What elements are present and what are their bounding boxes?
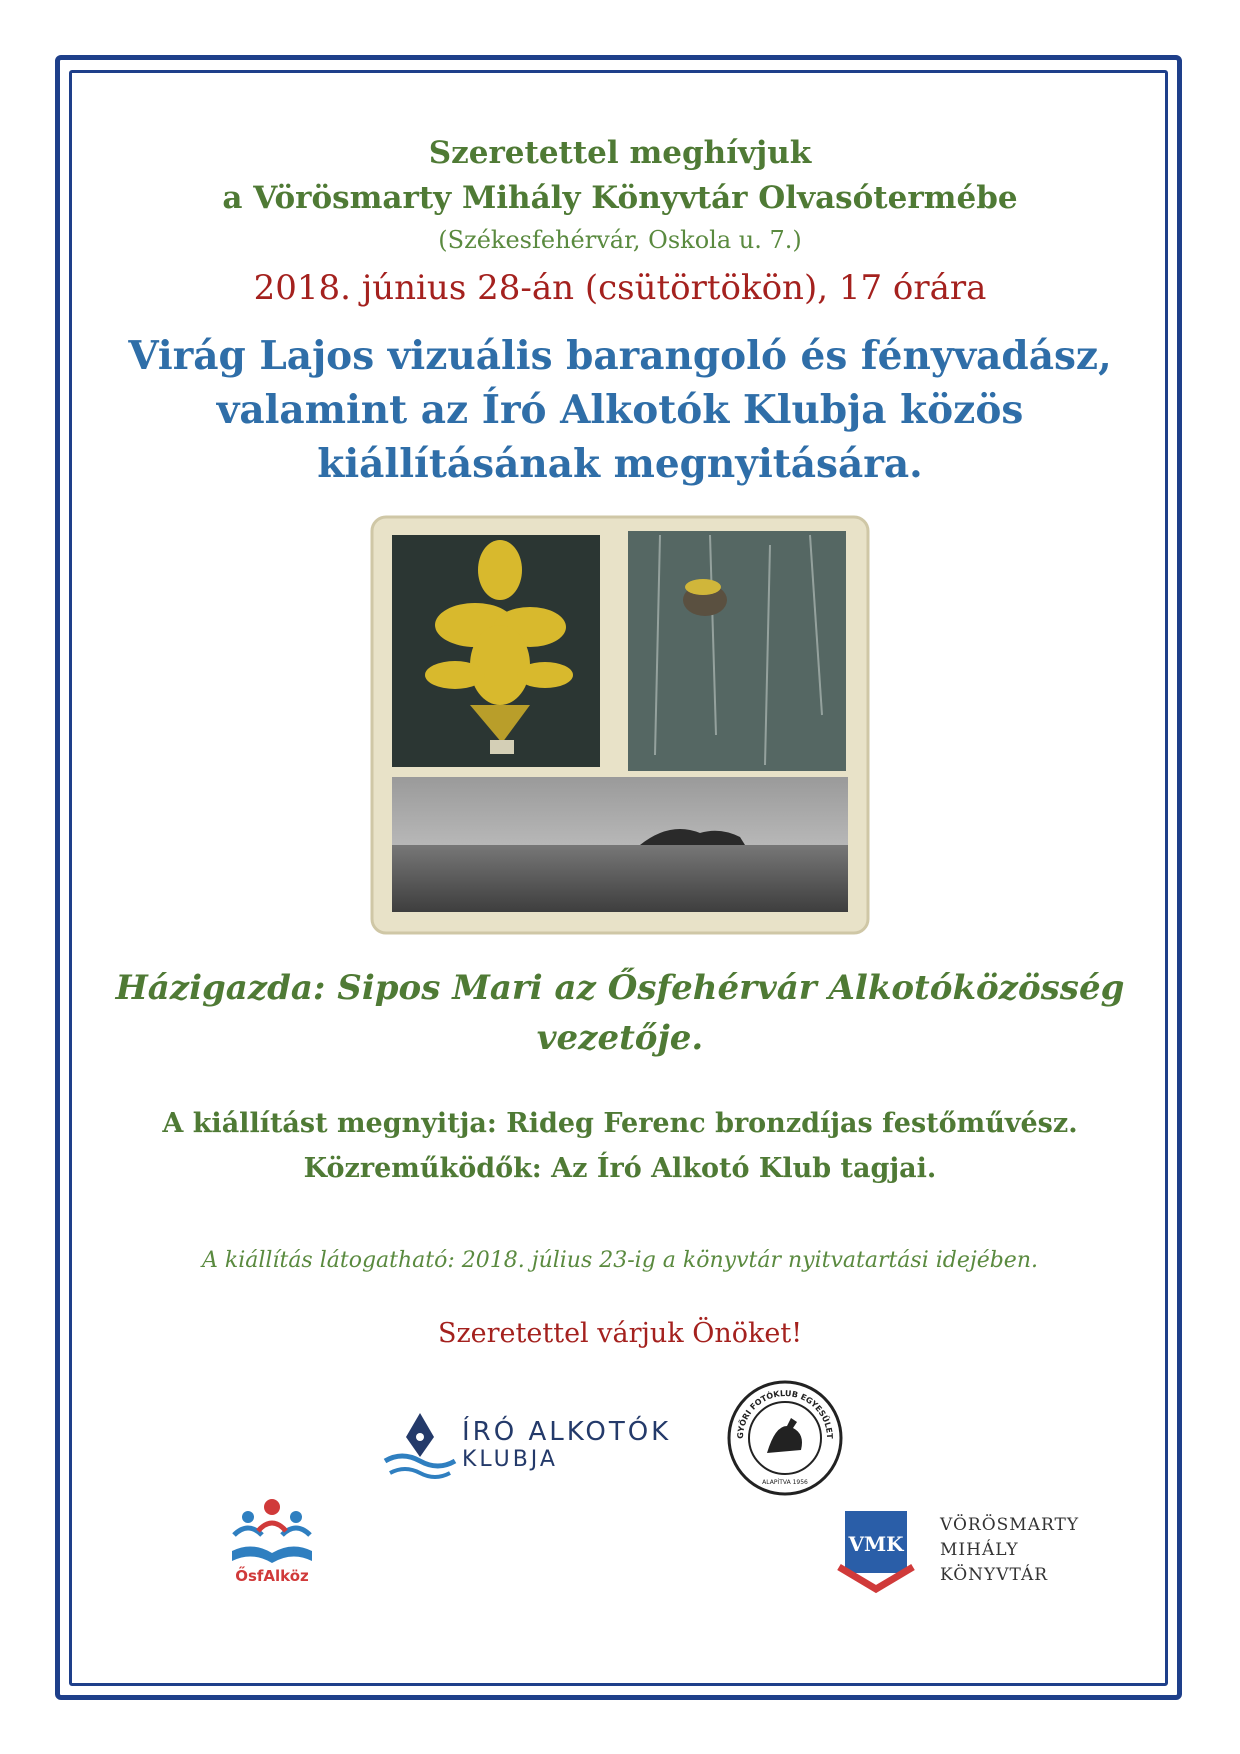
venue-address: (Székesfehérvár, Oskola u. 7.) [438, 226, 802, 254]
opening-speaker: A kiállítást megnyitja: Rideg Ferenc bronzdíjas festőművész. [162, 1108, 1078, 1139]
iro-logo-line-2: KLUBJA [462, 1447, 558, 1472]
svg-text:ALAPÍTVA 1956: ALAPÍTVA 1956 [762, 1479, 808, 1486]
closing-greeting: Szeretettel várjuk Önöket! [437, 1318, 803, 1349]
vorosmarty-konyvtar-logo [835, 1505, 1080, 1605]
vmk-book-icon [835, 1505, 935, 1605]
headline-line-1: Virág Lajos vizuális barangoló és fényvadász, [128, 333, 1112, 379]
gyori-fotoklub-seal-logo [725, 1378, 845, 1498]
iro-alkotok-klubja-logo [380, 1385, 700, 1485]
exhibition-artwork-image [370, 515, 870, 935]
headline-line-3: kiállításának megnyitására. [317, 441, 923, 487]
invitation-line-2: a Vörösmarty Mihály Könyvtár Olvasótermébe [222, 180, 1018, 216]
svg-text:GYŐRI FOTÓKLUB EGYESÜLET: GYŐRI FOTÓKLUB EGYESÜLET [735, 1388, 835, 1439]
host-line-1: Házigazda: Sipos Mari az Ősfehérvár Alkotóközösség [115, 968, 1125, 1008]
vmk-logo-line-3: KÖNYVTÁR [940, 1565, 1049, 1585]
vmk-logo-line-1: VÖRÖSMARTY [940, 1515, 1080, 1535]
svg-text:VMK: VMK [848, 1532, 904, 1556]
event-datetime: 2018. június 28-án (csütörtökön), 17 órára [253, 268, 987, 308]
headline-line-2: valamint az Író Alkotók Klubja közös [216, 387, 1024, 433]
pen-nib-icon [380, 1385, 460, 1485]
host-line-2: vezetője. [536, 1018, 704, 1058]
vmk-logo-line-2: MIHÁLY [940, 1540, 1019, 1560]
osfalkoz-logo [222, 1495, 322, 1585]
contributors: Közreműködők: Az Író Alkotó Klub tagjai. [303, 1153, 937, 1184]
people-book-icon [222, 1495, 322, 1567]
visiting-hours-note: A kiállítás látogatható: 2018. július 23-ig a könyvtár nyitvatartási idejében. [202, 1248, 1038, 1273]
iro-logo-line-1: ÍRÓ ALKOTÓK [462, 1417, 672, 1447]
invitation-line-1: Szeretettel meghívjuk [428, 135, 812, 171]
osfalkoz-logo-text: ŐsfAlköz [235, 1567, 309, 1585]
